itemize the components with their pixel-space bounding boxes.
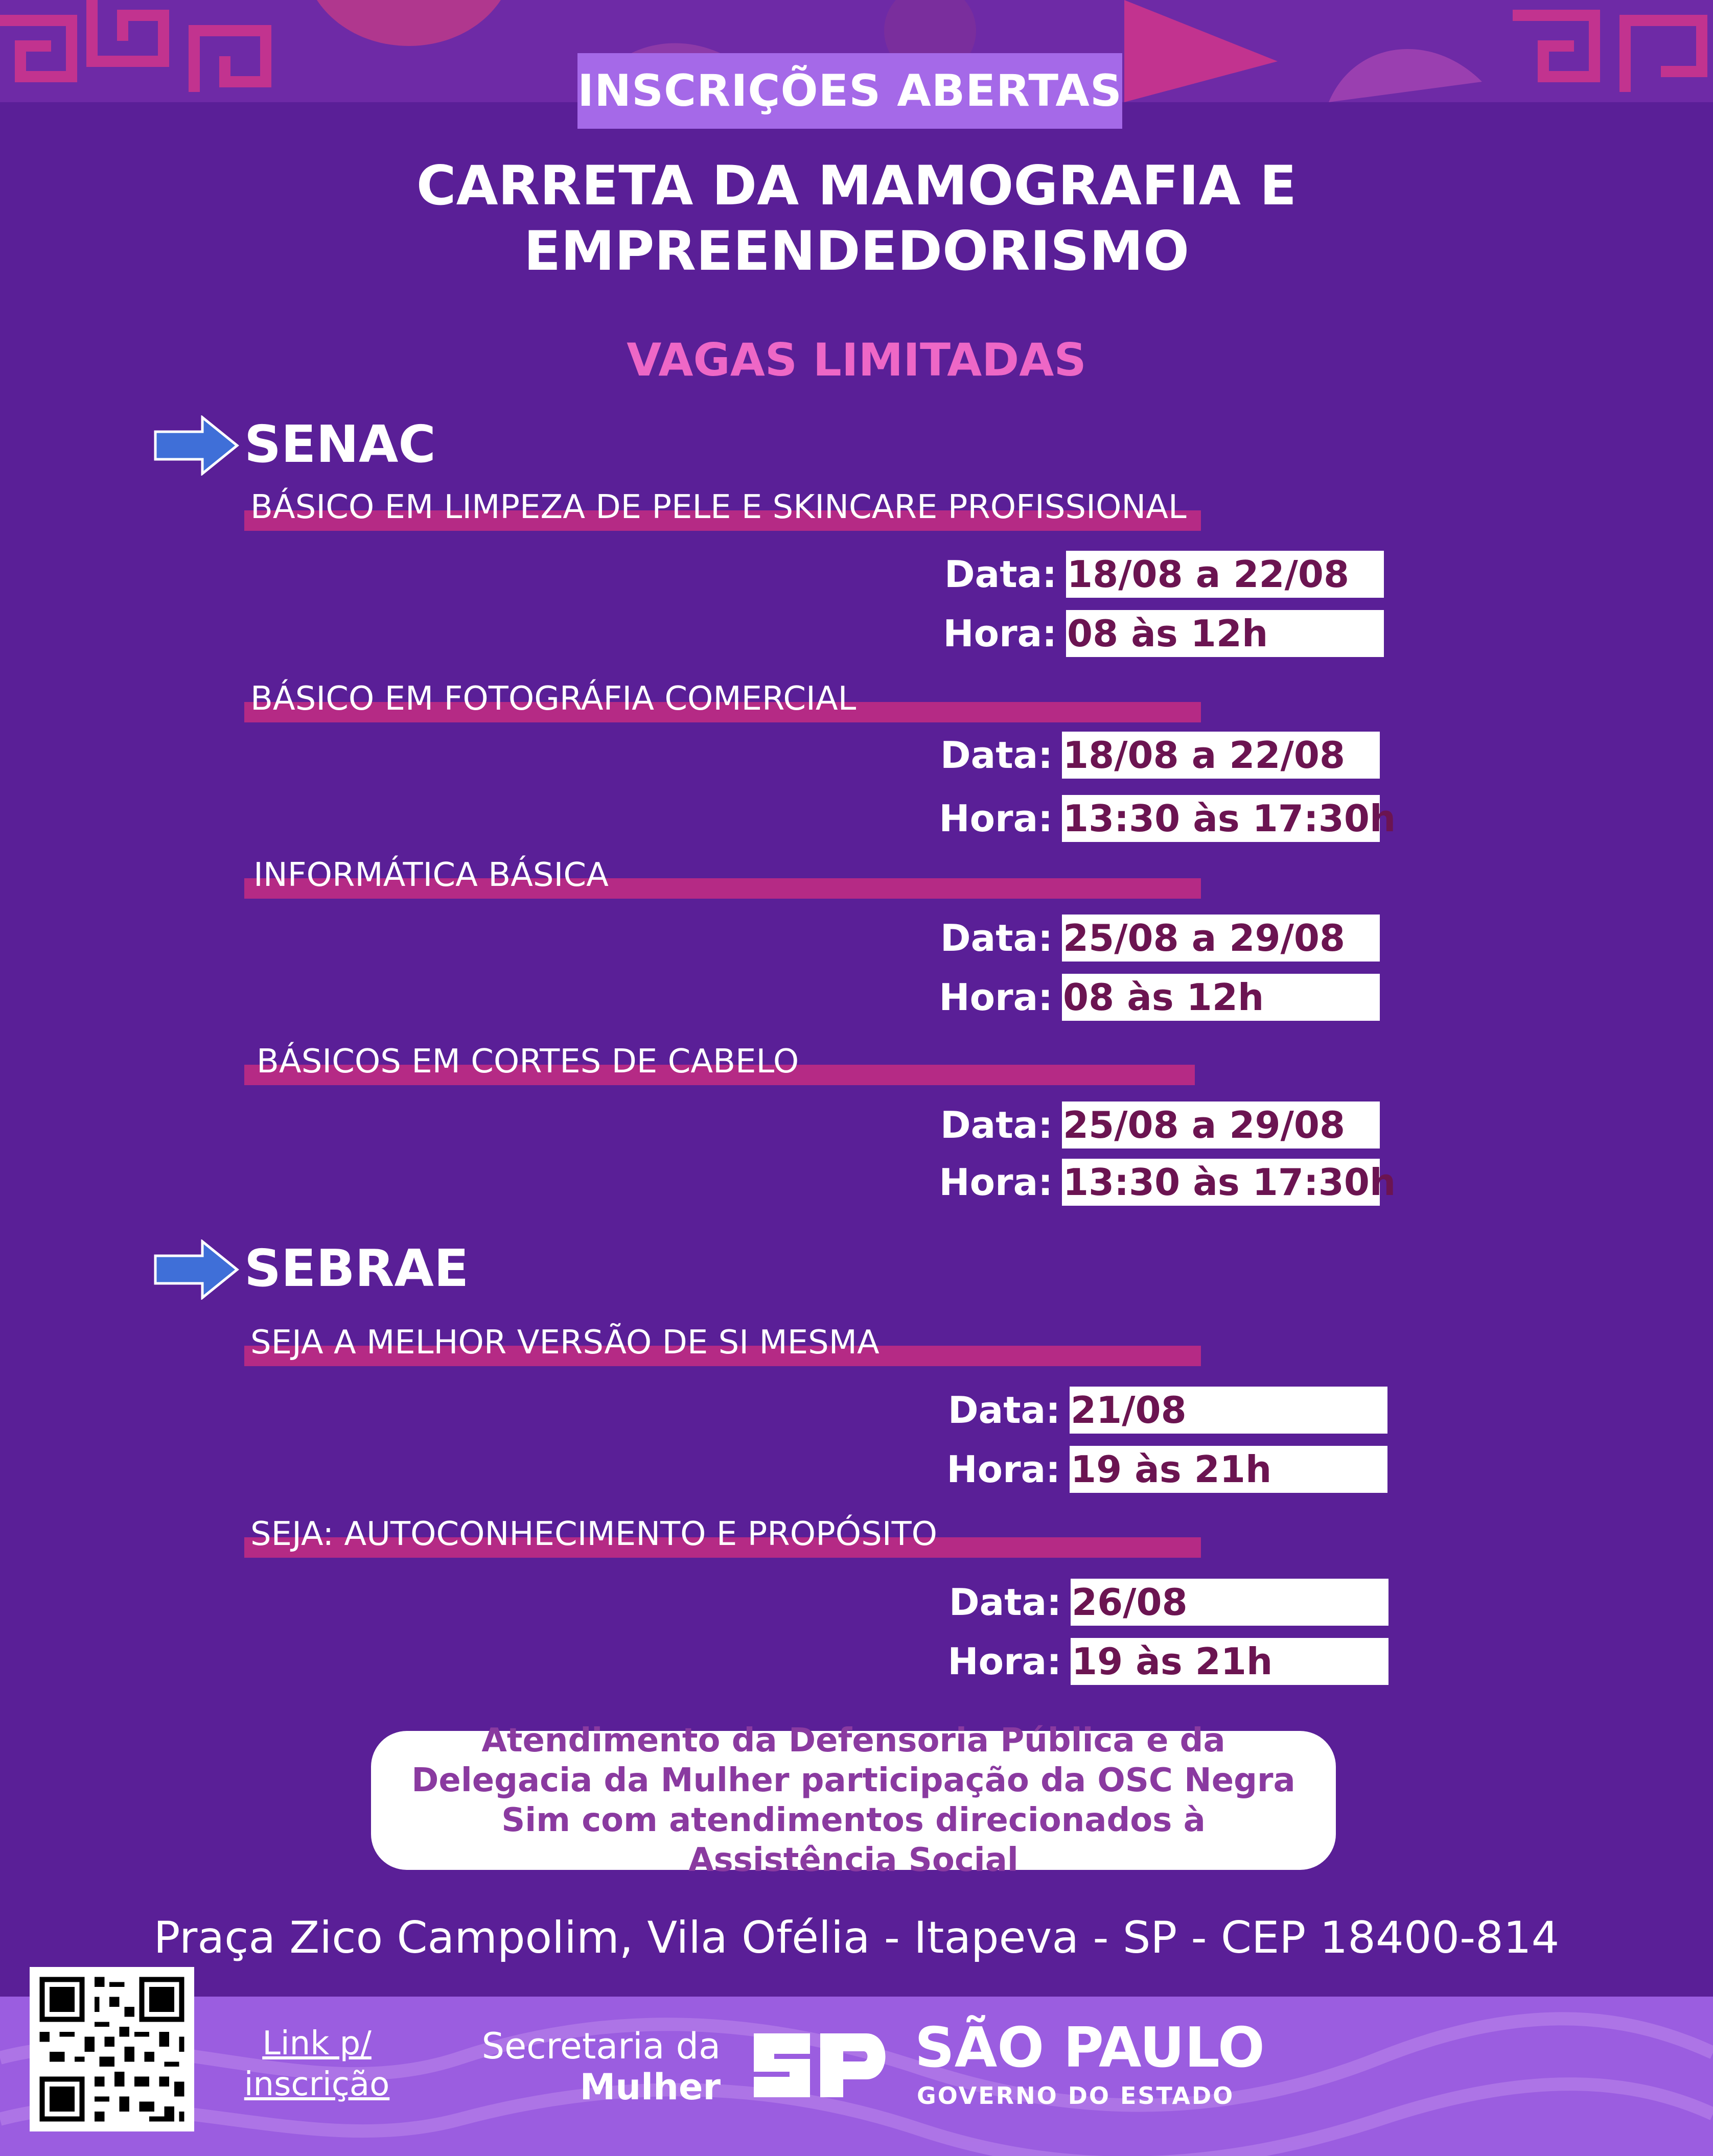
course-date-row bbox=[920, 1102, 1380, 1149]
secretaria-line-2: Mulher bbox=[580, 2066, 721, 2108]
registration-link-line-1: Link p/ bbox=[262, 2025, 372, 2063]
date-label: Data: bbox=[944, 553, 1057, 596]
services-notice bbox=[371, 1722, 1336, 1879]
course-time-row bbox=[924, 610, 1384, 657]
time-value: 19 às 21h bbox=[1070, 1446, 1387, 1493]
event-address: Praça Zico Campolim, Vila Ofélia - Itapeva - SP - CEP 18400-814 bbox=[153, 1912, 1560, 1963]
course-time-row bbox=[929, 1638, 1388, 1685]
time-label: Hora: bbox=[943, 612, 1057, 655]
title-line-2: EMPREENDEDORISMO bbox=[523, 220, 1190, 283]
arrow-right-icon bbox=[153, 415, 239, 476]
course-item bbox=[244, 1323, 1201, 1366]
registrations-open-badge: INSCRIÇÕES ABERTAS bbox=[577, 53, 1122, 129]
course-time-row bbox=[920, 795, 1396, 842]
time-value: 13:30 às 17:30h bbox=[1062, 795, 1380, 842]
course-date-row bbox=[928, 1387, 1387, 1434]
time-value: 13:30 às 17:30h bbox=[1062, 1159, 1380, 1206]
course-item bbox=[244, 1042, 1195, 1085]
course-name: SEJA A MELHOR VERSÃO DE SI MESMA bbox=[250, 1324, 879, 1362]
limited-spots-subtitle: VAGAS LIMITADAS bbox=[627, 334, 1086, 386]
course-time-row bbox=[920, 1159, 1396, 1206]
registration-link-line-2: inscrição bbox=[244, 2066, 390, 2103]
course-name: BÁSICO EM LIMPEZA DE PELE E SKINCARE PROFISSIONAL bbox=[250, 488, 1187, 526]
time-label: Hora: bbox=[946, 1448, 1060, 1491]
qr-code[interactable] bbox=[30, 1967, 194, 2131]
time-label: Hora: bbox=[939, 976, 1053, 1019]
time-label: Hora: bbox=[939, 797, 1053, 840]
sao-paulo-wordmark: SÃO PAULO bbox=[915, 2016, 1265, 2080]
course-item bbox=[244, 679, 1201, 722]
course-time-row bbox=[920, 974, 1380, 1021]
services-notice-text: Atendimento da Defensoria Pública e da Delegacia da Mulher participação da OSC Negra Sim com atendimentos direcionados à Assistência Social bbox=[411, 1722, 1295, 1879]
course-date-row bbox=[920, 732, 1380, 779]
sebrae-title: SEBRAE bbox=[244, 1238, 469, 1298]
course-item bbox=[244, 488, 1201, 531]
date-value: 18/08 a 22/08 bbox=[1066, 551, 1384, 598]
date-label: Data: bbox=[940, 917, 1053, 959]
secretaria-da-mulher-logo bbox=[475, 2026, 721, 2107]
date-label: Data: bbox=[948, 1581, 1061, 1624]
date-value: 25/08 a 29/08 bbox=[1062, 915, 1380, 962]
date-label: Data: bbox=[940, 1104, 1053, 1146]
governo-do-estado-wordmark: GOVERNO DO ESTADO bbox=[917, 2082, 1235, 2110]
senac-title: SENAC bbox=[244, 414, 436, 474]
time-value: 08 às 12h bbox=[1062, 974, 1380, 1021]
time-value: 19 às 21h bbox=[1071, 1638, 1388, 1685]
time-label: Hora: bbox=[939, 1161, 1053, 1204]
secretaria-line-1: Secretaria da bbox=[481, 2025, 721, 2067]
page-title bbox=[153, 153, 1560, 284]
course-date-row bbox=[929, 1579, 1388, 1626]
registration-link[interactable] bbox=[240, 2023, 393, 2105]
course-item bbox=[244, 856, 1201, 899]
date-label: Data: bbox=[940, 734, 1053, 777]
course-name: SEJA: AUTOCONHECIMENTO E PROPÓSITO bbox=[250, 1515, 938, 1553]
title-line-1: CARRETA DA MAMOGRAFIA E bbox=[416, 154, 1297, 217]
course-name: INFORMÁTICA BÁSICA bbox=[253, 856, 609, 894]
time-label: Hora: bbox=[947, 1640, 1061, 1683]
course-time-row bbox=[928, 1446, 1387, 1493]
course-name: BÁSICO EM FOTOGRÁFIA COMERCIAL bbox=[250, 680, 857, 718]
date-value: 25/08 a 29/08 bbox=[1062, 1102, 1380, 1149]
date-value: 18/08 a 22/08 bbox=[1062, 732, 1380, 779]
arrow-right-icon bbox=[153, 1239, 239, 1300]
sp-logo-icon bbox=[744, 2023, 897, 2107]
time-value: 08 às 12h bbox=[1066, 610, 1384, 657]
course-name: BÁSICOS EM CORTES DE CABELO bbox=[257, 1043, 799, 1081]
course-date-row bbox=[920, 915, 1380, 962]
course-date-row bbox=[924, 551, 1384, 598]
course-item bbox=[244, 1515, 1201, 1558]
date-value: 26/08 bbox=[1071, 1579, 1388, 1626]
date-label: Data: bbox=[947, 1389, 1060, 1432]
date-value: 21/08 bbox=[1070, 1387, 1387, 1434]
